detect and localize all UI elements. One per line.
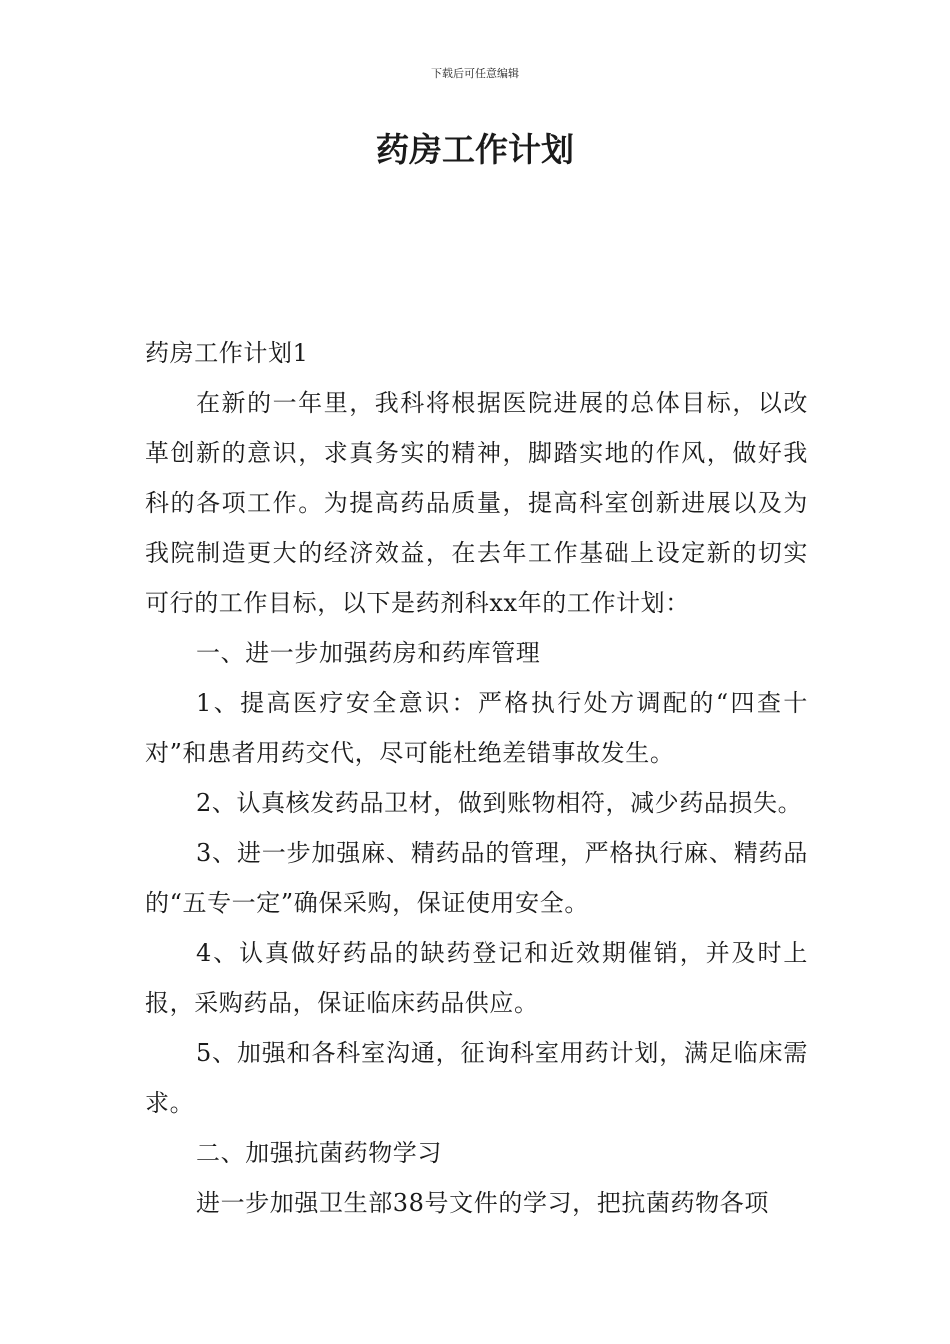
page-header-note: 下载后可任意编辑 [431,67,519,80]
paragraph-item-5: 5、加强和各科室沟通，征询科室用药计划，满足临床需求。 [145,1039,808,1117]
document-title: 药房工作计划 [376,130,574,169]
paragraph-item-3: 3、进一步加强麻、精药品的管理，严格执行麻、精药品的“五专一定”确保采购，保证使用安全。 [145,839,808,917]
heading-part-two: 二、加强抗菌药物学习 [196,1139,442,1167]
paragraph-item-4: 4、认真做好药品的缺药登记和近效期催销，并及时上报，采购药品，保证临床药品供应。 [145,939,808,1017]
paragraph-antibiotics: 进一步加强卫生部38号文件的学习，把抗菌药物各项 [196,1189,769,1217]
heading-part-one: 一、进一步加强药房和药库管理 [196,639,541,667]
paragraph-item-2: 2、认真核发药品卫材，做到账物相符，减少药品损失。 [196,789,803,817]
section-title: 药房工作计划1 [145,339,309,367]
paragraph-item-1: 1、提高医疗安全意识：严格执行处方调配的“四查十对”和患者用药交代，尽可能杜绝差错事故发生。 [145,689,808,767]
paragraph-intro: 在新的一年里，我科将根据医院进展的总体目标，以改革创新的意识，求真务实的精神，脚踏实地的作风，做好我科的各项工作。为提高药品质量，提高科室创新进展以及为我院制造更大的经济效益，在去年工作基础上设定新的切实可行的工作目标，以下是药剂科xx年的工作计划： [145,389,808,617]
document-body [145,328,808,1228]
